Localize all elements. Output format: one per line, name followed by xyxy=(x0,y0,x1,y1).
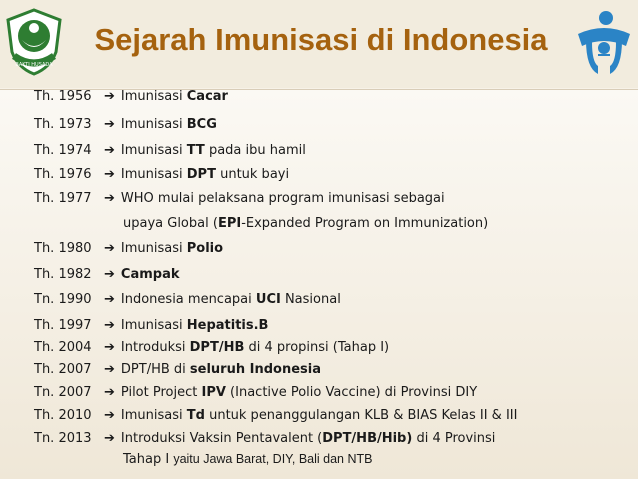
timeline-row-1956 xyxy=(34,89,228,104)
year-label: Tn. 1990 xyxy=(34,292,92,307)
timeline-row-2013 xyxy=(34,431,495,446)
year-label: Th. 1977 xyxy=(34,191,92,206)
item-keyword: Polio xyxy=(186,241,224,256)
year-label: Th. 1997 xyxy=(34,318,92,333)
item-keyword: IPV xyxy=(201,385,226,400)
year-label: Th. 1976 xyxy=(34,167,92,182)
item-text: Imunisasi xyxy=(120,408,187,423)
arrow-icon: ➔ xyxy=(104,318,115,333)
timeline-row-1973 xyxy=(34,117,217,132)
item-suffix: di 4 propinsi (Tahap I) xyxy=(244,340,390,355)
year-label: Th. 1980 xyxy=(34,241,92,256)
year-label: Th. 2007 xyxy=(34,362,92,377)
item-text: Imunisasi xyxy=(120,241,187,256)
family-icon xyxy=(572,8,636,80)
arrow-icon: ➔ xyxy=(104,408,115,423)
item-suffix: untuk penanggulangan KLB & BIAS Kelas II & III xyxy=(204,408,518,423)
item-keyword: Cacar xyxy=(186,89,228,104)
item-text: Imunisasi xyxy=(120,318,187,333)
item-text: Tahap I xyxy=(123,452,174,467)
item-keyword: DPT xyxy=(186,167,216,182)
item-text: DPT/HB di xyxy=(120,362,190,377)
timeline-row-1974 xyxy=(34,143,306,158)
item-text: Introduksi xyxy=(120,340,190,355)
item-keyword: BCG xyxy=(186,117,217,132)
item-keyword: Campak xyxy=(120,267,180,282)
bakti-husada-logo xyxy=(4,6,64,78)
year-label: Th. 2010 xyxy=(34,408,92,423)
year-label: Tn. 2007 xyxy=(34,385,92,400)
item-keyword: Td xyxy=(186,408,205,423)
timeline-row-1977-continued xyxy=(123,216,488,231)
timeline-row-1977 xyxy=(34,191,445,206)
item-keyword: EPI xyxy=(217,216,242,231)
arrow-icon: ➔ xyxy=(104,267,115,282)
year-label: Th. 1974 xyxy=(34,143,92,158)
item-keyword: DPT/HB xyxy=(189,340,245,355)
arrow-icon: ➔ xyxy=(104,431,115,446)
timeline-row-1980 xyxy=(34,241,223,256)
timeline-row-2007 xyxy=(34,362,321,377)
arrow-icon: ➔ xyxy=(104,143,115,158)
item-suffix: -Expanded Program on Immunization) xyxy=(241,216,489,231)
item-text: WHO mulai pelaksana program imunisasi sebagai xyxy=(120,191,445,206)
timeline-row-2004 xyxy=(34,340,389,355)
arrow-icon: ➔ xyxy=(104,292,115,307)
item-text: Introduksi Vaksin Pentavalent ( xyxy=(120,431,323,446)
item-provinces: yaitu Jawa Barat, DIY, Bali dan NTB xyxy=(173,452,373,466)
arrow-icon: ➔ xyxy=(104,340,115,355)
item-text: Imunisasi xyxy=(120,89,187,104)
item-suffix: pada ibu hamil xyxy=(204,143,306,158)
item-text: upaya Global ( xyxy=(123,216,218,231)
svg-text:BAKTI HUSADA: BAKTI HUSADA xyxy=(15,62,53,68)
item-keyword: seluruh Indonesia xyxy=(189,362,321,377)
item-suffix: untuk bayi xyxy=(215,167,290,182)
arrow-icon: ➔ xyxy=(104,167,115,182)
page-title: Sejarah Imunisasi di Indonesia xyxy=(94,22,548,57)
timeline-row-1997 xyxy=(34,318,268,333)
timeline-row-1976 xyxy=(34,167,289,182)
arrow-icon: ➔ xyxy=(104,362,115,377)
year-label: Th. 1956 xyxy=(34,89,92,104)
item-keyword: DPT/HB/Hib) xyxy=(322,431,413,446)
timeline-row-1990 xyxy=(34,292,341,307)
item-suffix: di 4 Provinsi xyxy=(412,431,496,446)
year-label: Th. 2004 xyxy=(34,340,92,355)
arrow-icon: ➔ xyxy=(104,117,115,132)
arrow-icon: ➔ xyxy=(104,191,115,206)
timeline-row-2010 xyxy=(34,408,517,423)
item-keyword: UCI xyxy=(255,292,281,307)
item-text: Imunisasi xyxy=(120,117,187,132)
item-text: Indonesia mencapai xyxy=(120,292,256,307)
item-suffix: Nasional xyxy=(280,292,341,307)
timeline-row-2013-continued xyxy=(123,452,372,467)
timeline-row-2007-ipv xyxy=(34,385,477,400)
item-keyword: TT xyxy=(186,143,205,158)
arrow-icon: ➔ xyxy=(104,385,115,400)
item-text: Imunisasi xyxy=(120,143,187,158)
item-text: Imunisasi xyxy=(120,167,187,182)
timeline-row-1982 xyxy=(34,267,180,282)
year-label: Tn. 2013 xyxy=(34,431,92,446)
arrow-icon: ➔ xyxy=(104,89,115,104)
year-label: Th. 1982 xyxy=(34,267,92,282)
arrow-icon: ➔ xyxy=(104,241,115,256)
item-suffix: (Inactive Polio Vaccine) di Provinsi DIY xyxy=(225,385,478,400)
item-keyword: Hepatitis.B xyxy=(186,318,269,333)
year-label: Th. 1973 xyxy=(34,117,92,132)
item-text: Pilot Project xyxy=(120,385,202,400)
